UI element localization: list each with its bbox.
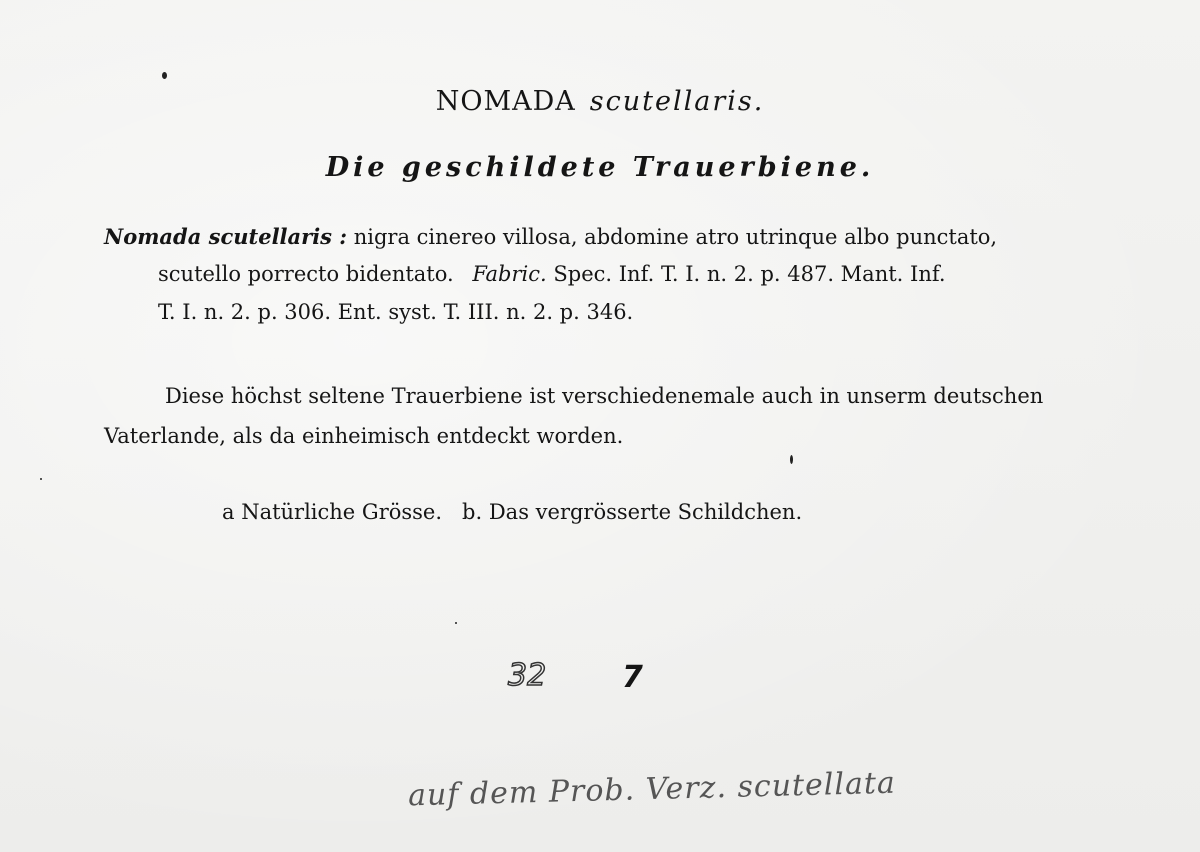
reference-text-cont: T. I. n. 2. p. 306. Ent. syst. T. III. n. 2. p. 346. [158,300,634,324]
stamped-page-number: 32 [508,658,547,693]
reference-text: Spec. Inf. T. I. n. 2. p. 487. Mant. Inf. [553,262,946,286]
paper-speck [162,72,167,79]
description-line-1 [104,224,997,249]
diagnosis-text: nigra cinereo villosa, abdomine atro utrinque albo punctato, [353,225,998,249]
body-line-2: Vaterlande, als da einheimisch entdeckt worden. [104,424,624,448]
paper-speck [455,622,457,624]
paper-speck [40,478,42,480]
species-name: scutellaris. [589,86,765,117]
figure-caption: a Natürliche Grösse. b. Das vergrösserte Schildchen. [222,500,803,524]
scientific-name: Nomada scutellaris : [104,224,348,249]
description-line-3 [158,300,633,324]
handwritten-annotation: auf dem Prob. Verz. scutellata [407,765,897,814]
paper-speck [790,455,793,464]
body-line-1: Diese höchst seltene Trauerbiene ist verschiedenemale auch in unserm deutschen [165,384,1044,408]
genus-name: NOMADA [435,86,576,117]
species-heading [0,86,1200,117]
common-name-heading: Die geschildete Trauerbiene. [325,152,875,183]
handwritten-page-number: 7 [622,660,643,695]
reference-author: Fabric. [472,262,547,286]
diagnosis-text-cont: scutello porrecto bidentato. [158,262,454,286]
description-line-2 [158,262,946,286]
